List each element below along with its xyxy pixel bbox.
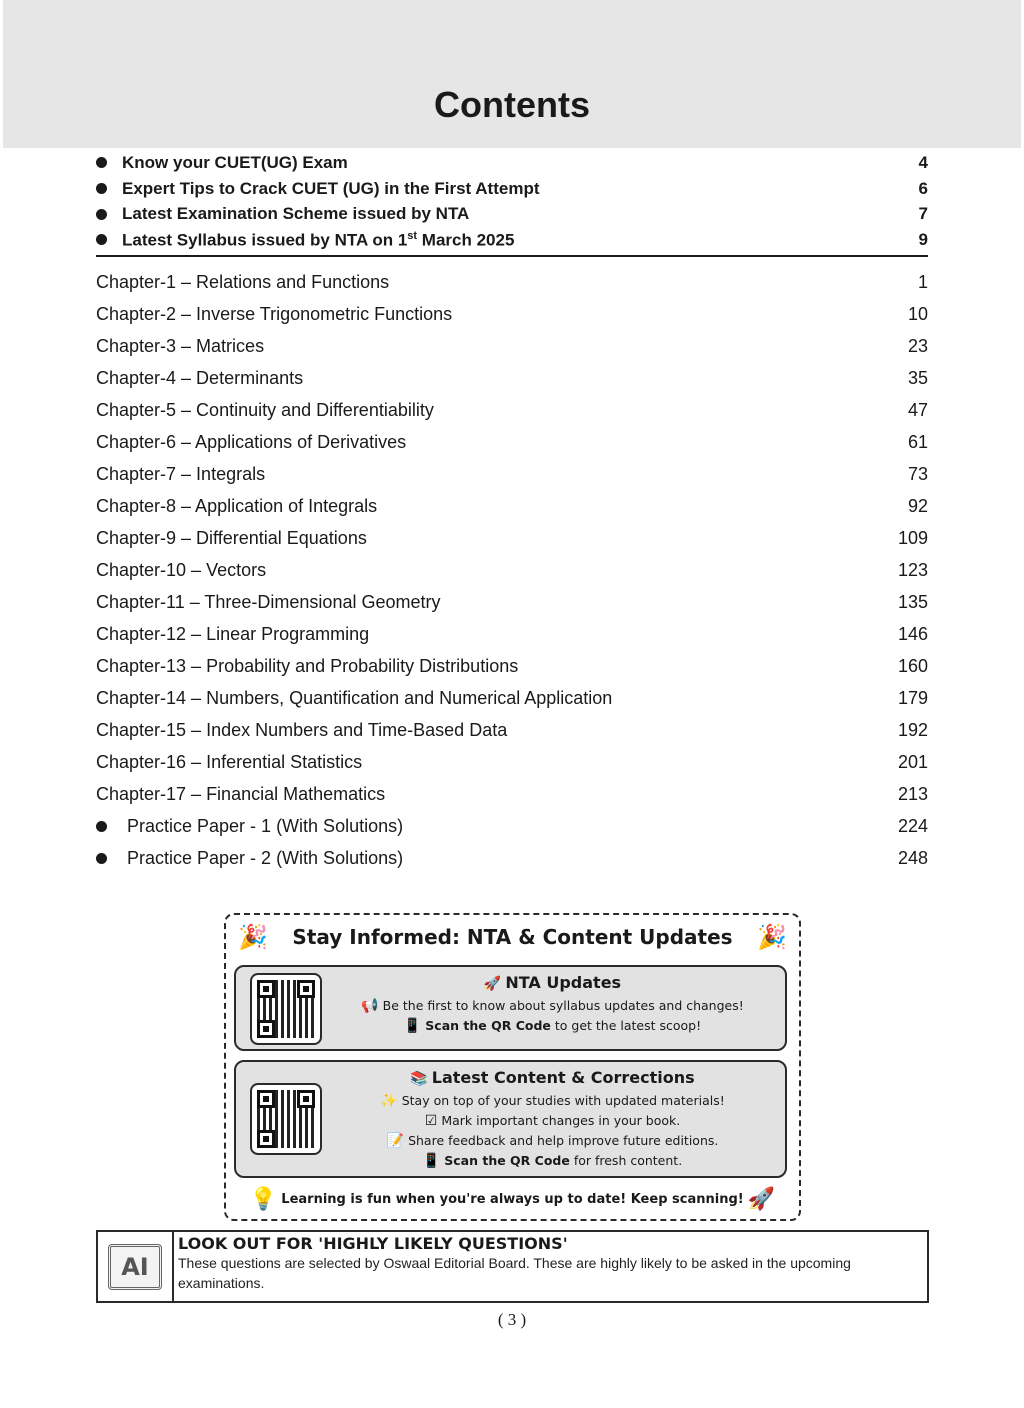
rocket-icon: 🚀 [747,1187,776,1212]
intro-item-page: 6 [918,178,928,198]
chapter-item[interactable]: Chapter-6 – Applications of Derivatives 61 [96,431,928,452]
note-description: These questions are selected by Oswaal Editorial Board. These are highly likely to be asked in the upcoming examinations. [178,1255,851,1291]
bullet-icon [96,853,107,864]
page-title: Contents [434,84,590,125]
intro-item[interactable] [96,150,928,176]
chapter-item[interactable]: Chapter-5 – Continuity and Differentiability 47 [96,399,928,420]
chapter-item[interactable]: Chapter-8 – Application of Integrals 92 [96,495,928,516]
bullet-icon [96,183,107,194]
intro-item-label: Know your CUET(UG) Exam [122,152,348,172]
sparkles-icon: ✨ [380,1093,398,1109]
qr-code-icon[interactable] [250,1083,322,1155]
intro-item[interactable] [96,227,928,253]
chapter-list [96,266,928,874]
chapter-item[interactable]: Chapter-12 – Linear Programming 146 [96,623,928,644]
checkbox-icon: ☑ [424,1113,438,1129]
ai-icon: AI [108,1244,162,1290]
intro-item-page: 7 [918,204,928,224]
chapter-item[interactable]: Chapter-7 – Integrals 73 [96,463,928,484]
bullet-icon [96,157,107,168]
chapter-item[interactable]: Chapter-15 – Index Numbers and Time-Based Data 192 [96,719,928,740]
lightbulb-icon: 💡 [249,1187,278,1212]
chapter-item[interactable]: Chapter-3 – Matrices 23 [96,335,928,356]
intro-item-page: 9 [918,229,928,249]
intro-item[interactable] [96,201,928,227]
note-heading: LOOK OUT FOR 'HIGHLY LIKELY QUESTIONS' [178,1234,568,1253]
memo-icon: 📝 [386,1133,405,1149]
chapter-item[interactable]: Chapter-16 – Inferential Statistics 201 [96,751,928,772]
chapter-item[interactable]: Chapter-10 – Vectors 123 [96,559,928,580]
bullet-icon [96,821,107,832]
chapter-item[interactable]: Chapter-14 – Numbers, Quantification and Numerical Application 179 [96,687,928,708]
intro-item-label: Latest Examination Scheme issued by NTA [122,204,470,224]
chapter-item[interactable]: Chapter-4 – Determinants 35 [96,367,928,388]
intro-item[interactable] [96,176,928,202]
content-updates-heading: 📚 Latest Content & Corrections [410,1068,695,1087]
intro-list [96,150,928,253]
nta-updates-heading: 🚀 NTA Updates [483,973,622,992]
phone-icon: 📱 [403,1018,422,1034]
nta-updates-card: 🚀 NTA Updates 📢 Be the first to know about syllabus updates and changes! 📱 Scan the QR Code to get the latest scoop! [234,965,787,1051]
megaphone-icon: 📢 [361,998,379,1014]
chapter-item[interactable]: Chapter-13 – Probability and Probability Distributions 160 [96,655,928,676]
updates-footer: 💡 Learning is fun when you're always up to date! Keep scanning! 🚀 [249,1187,776,1212]
practice-paper-item[interactable]: Practice Paper - 2 (With Solutions) 248 [96,842,928,874]
bullet-icon [96,234,107,245]
highly-likely-note [96,1230,929,1303]
practice-paper-item[interactable]: Practice Paper - 1 (With Solutions) 224 [96,810,928,842]
content-updates-card: 📚 Latest Content & Corrections ✨ Stay on top of your studies with updated materials! ☑ Mark important changes in your book. 📝 Share feedback and help improve future editions. 📱 Scan the QR Code for fresh content. [234,1060,787,1178]
rocket-icon: 🚀 [483,976,502,992]
intro-item-label: Expert Tips to Crack CUET (UG) in the First Attempt [122,178,540,198]
intro-item-label: Latest Syllabus issued by NTA on 1st March 2025 [122,229,515,250]
phone-icon: 📱 [422,1153,441,1169]
updates-box-title: Stay Informed: NTA & Content Updates [292,925,733,949]
party-popper-icon: 🎉 [238,923,268,951]
bullet-icon [96,209,107,220]
qr-code-icon[interactable] [250,973,322,1045]
updates-box [224,913,801,1221]
chapter-item[interactable]: Chapter-17 – Financial Mathematics 213 [96,783,928,804]
page-number: ( 3 ) [497,1310,527,1329]
chapter-item[interactable]: Chapter-1 – Relations and Functions 1 [96,271,928,292]
books-icon: 📚 [410,1071,428,1087]
intro-item-page: 4 [918,152,928,172]
chapter-item[interactable]: Chapter-11 – Three-Dimensional Geometry 135 [96,591,928,612]
chapter-item[interactable]: Chapter-2 – Inverse Trigonometric Functions 10 [96,303,928,324]
party-popper-icon: 🎉 [757,923,787,951]
divider [96,255,928,257]
chapter-item[interactable]: Chapter-9 – Differential Equations 109 [96,527,928,548]
